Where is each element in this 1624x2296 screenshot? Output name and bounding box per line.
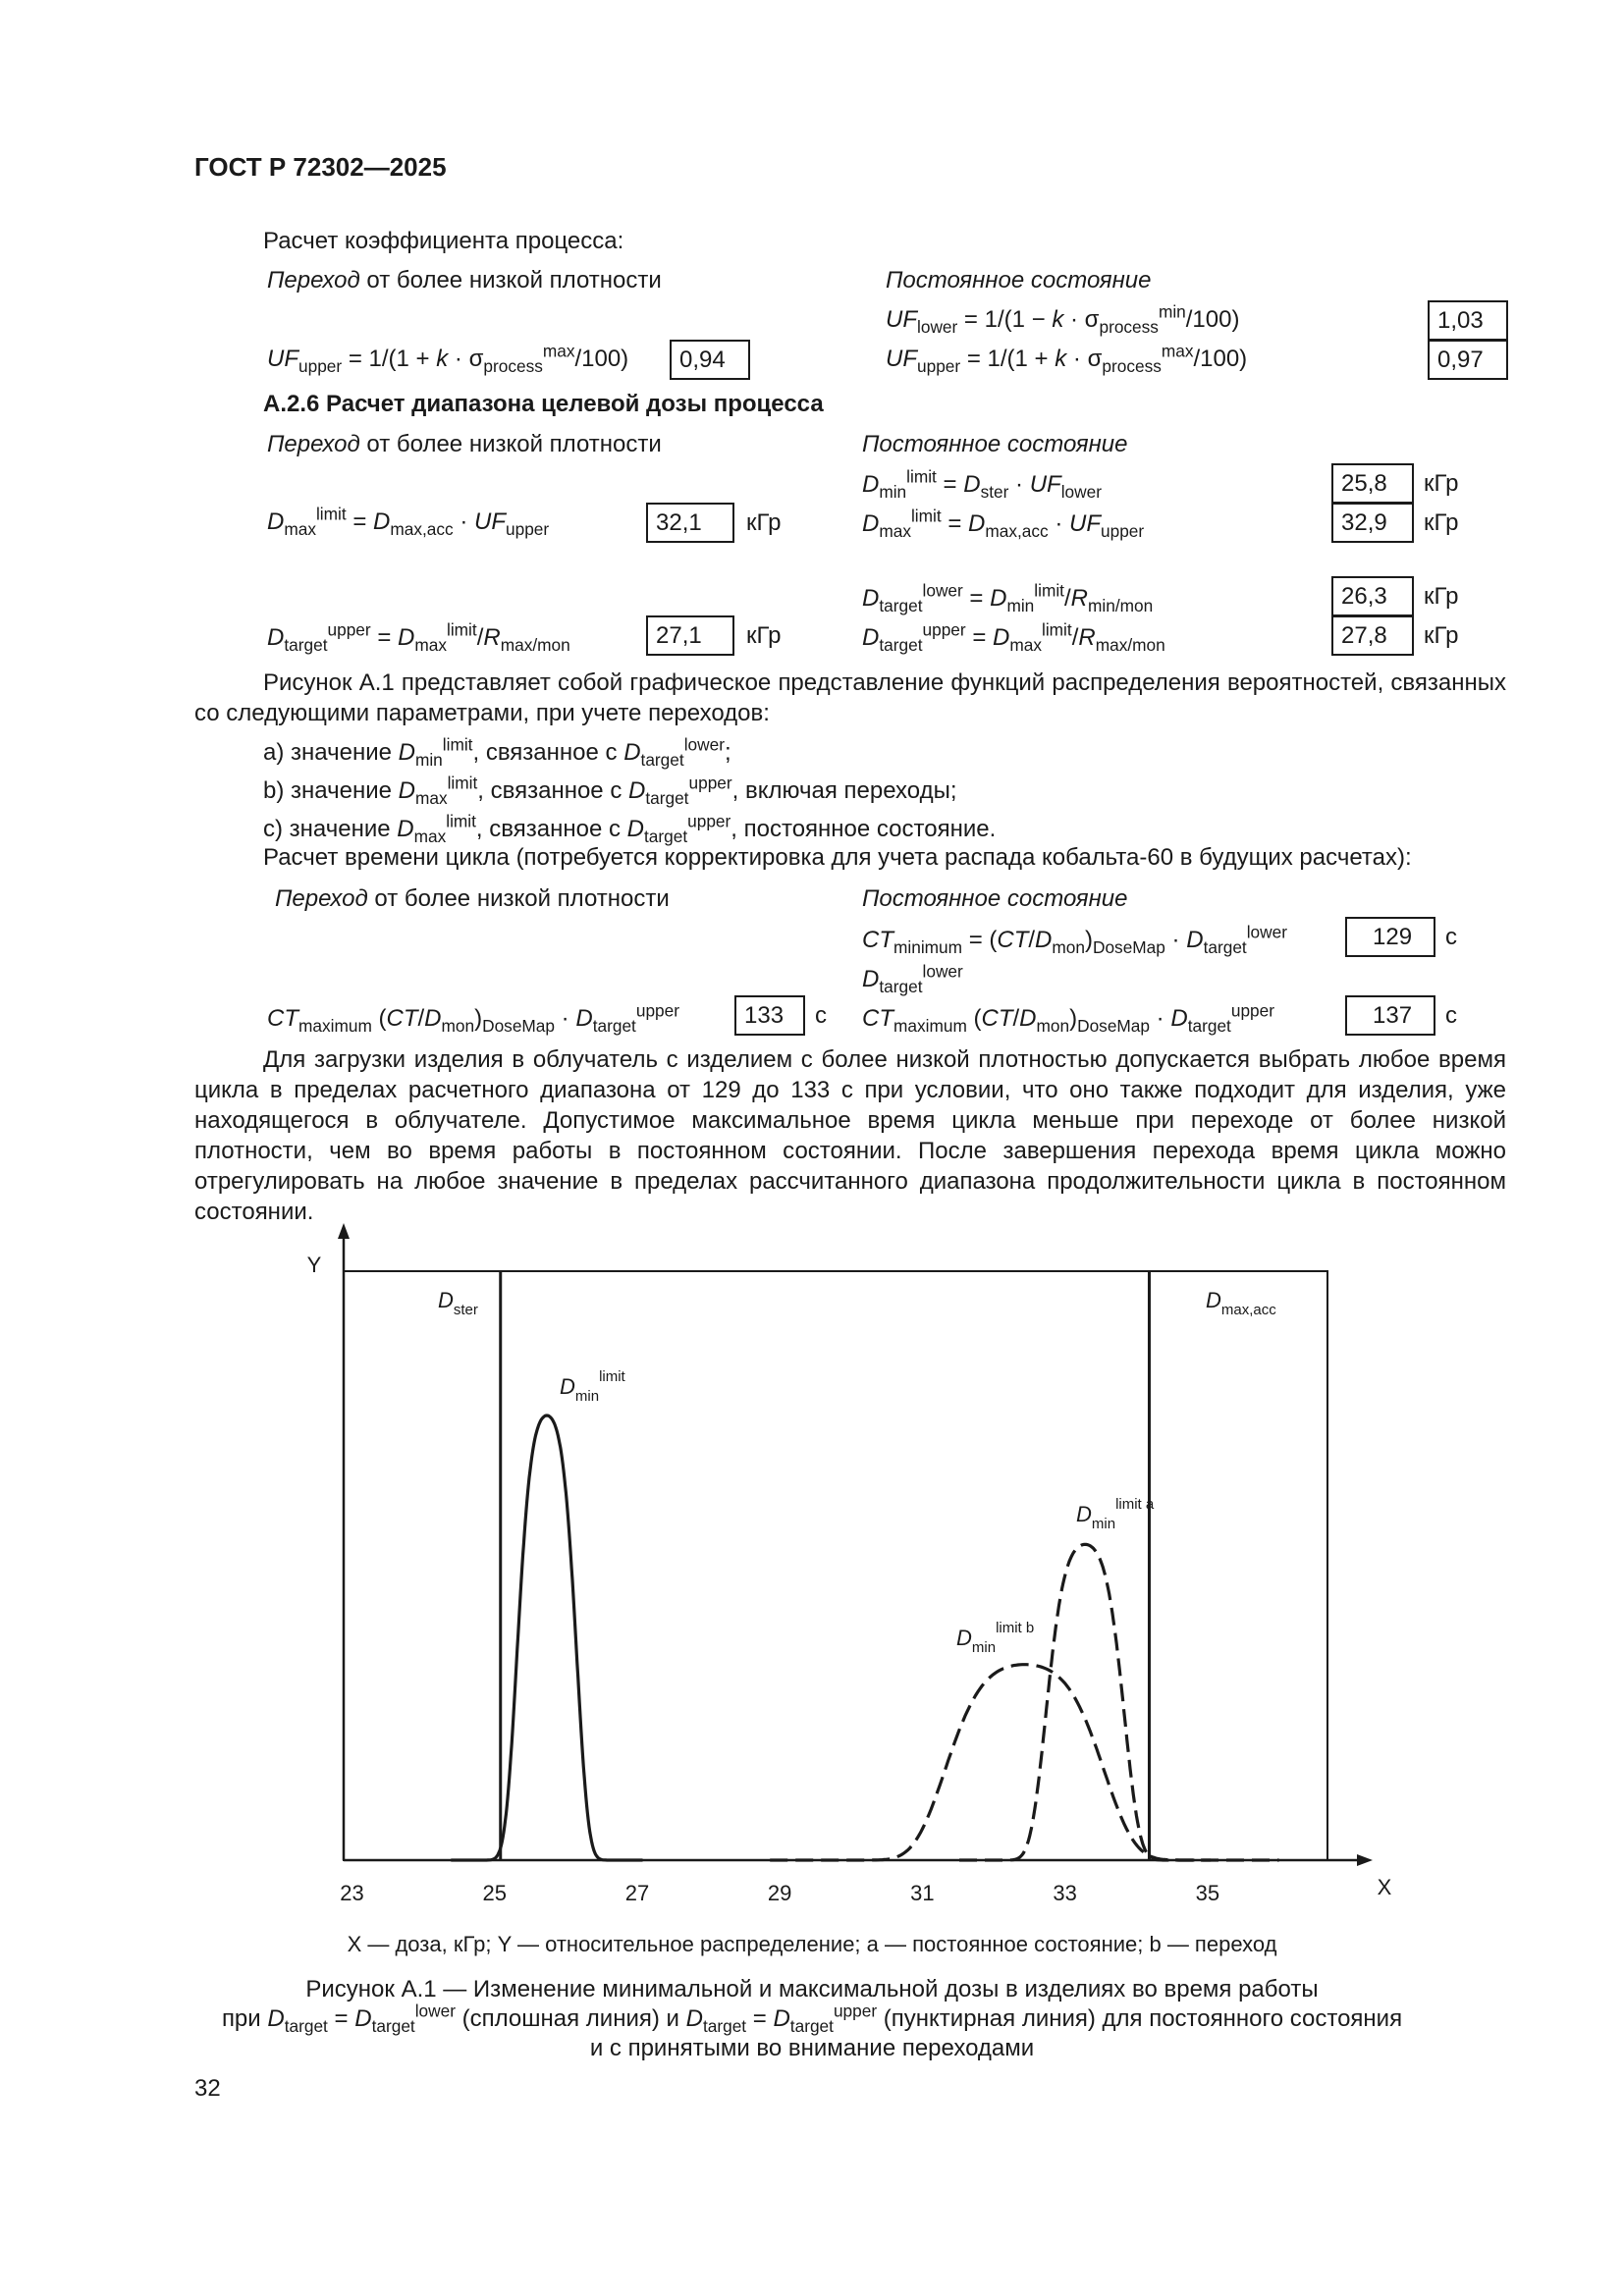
unit-kgy: кГр — [746, 622, 782, 649]
label-dmin-limit: $D_{min}^{limit}$ — [560, 1368, 625, 1405]
dtarget-lower-steady-formula: $D_{target}^{lower} = D_{min}^{limit}/R_{min/mon}$ — [862, 580, 1154, 616]
figure-caption-line2: при $D_{target} = D_{target}^{lower}$ (сплошная линия) и $D_{target} = D_{target}^{upper}$ (пунктирная линия) для постоянного состояния — [221, 2001, 1403, 2037]
label-d-max-acc: $D_{max,acc}$ — [1206, 1288, 1276, 1318]
uf-upper-steady-value: 0,97 — [1428, 340, 1508, 380]
figure-caption-line3: и с принятыми во внимание переходами — [589, 2035, 1035, 2061]
curve-dmin-limit — [451, 1415, 642, 1860]
unit-kgy: кГр — [1424, 622, 1459, 649]
x-tick-label: 33 — [1053, 1881, 1077, 1905]
uf-upper-transition-value: 0,94 — [670, 340, 750, 380]
x-tick-label: 23 — [340, 1881, 364, 1905]
unit-kgy: кГр — [1424, 470, 1459, 497]
body-paragraph: Для загрузки изделия в облучатель с изделием с более низкой плотностью допускается выбрать любое время цикла в пределах расчетного диапазона от 129 до 133 с при условии, что оно также подходит для изделия, уже находящегося в облучателе. Допустимое максимальное время цикла меньше при переходе от более низкой плотности, чем во время работы в постоянном состоянии. После завершения перехода время цикла можно отрегулировать на любое значение в пределах рассчитанного диапазона продолжительности цикла в постоянном состоянии. — [194, 1046, 1506, 1225]
unit-kgy: кГр — [746, 509, 782, 536]
dtarget-lower-steady-value: 26,3 — [1331, 576, 1414, 616]
unit-seconds: с — [1445, 1002, 1457, 1029]
x-tick-label: 29 — [767, 1881, 792, 1905]
intro-paragraph: Рисунок А.1 представляет собой графическое представление функций распределения вероятностей, связанных со следующими параметрами, при учете переходов: — [194, 669, 1506, 726]
dtarget-upper-transition-formula: $D_{target}^{upper} = D_{max}^{limit}/R_{max/mon}$ — [267, 619, 570, 656]
ct-max-steady-formula: $CT_{maximum}$ $(CT/D_{mon})_{DoseMap} \cdot D_{target}^{upper}$ — [862, 1000, 1275, 1037]
unit-kgy: кГр — [1424, 509, 1459, 536]
uf-lower-steady-value: 1,03 — [1428, 300, 1508, 341]
y-axis-label: Y — [306, 1253, 322, 1277]
list-item-c: c) значение $D_{max}^{limit}$, связанное с $D_{target}^{upper}$, постоянное состояние. — [263, 811, 997, 847]
section-transition-heading: Переход от более низкой плотности — [267, 431, 662, 457]
figure-caption-line1: Рисунок А.1 — Изменение минимальной и максимальной дозы в изделиях во время работы — [305, 1976, 1319, 2002]
ct-min-steady-value: 129 — [1345, 917, 1435, 957]
ct-max-transition-formula: $CT_{maximum}$ $(CT/D_{mon})_{DoseMap} \cdot D_{target}^{upper}$ — [267, 1000, 680, 1037]
dmax-limit-transition-value: 32,1 — [646, 503, 734, 543]
ct-max-transition-value: 133 — [734, 995, 805, 1036]
coef-steady-heading: Постоянное состояние — [886, 267, 1152, 294]
dmax-limit-steady-formula: $D_{max}^{limit} = D_{max,acc} \cdot UF_{upper}$ — [862, 506, 1145, 542]
dmin-limit-steady-formula: $D_{min}^{limit} = D_{ster} \cdot UF_{lower}$ — [862, 466, 1102, 503]
cycle-steady-heading: Постоянное состояние — [862, 885, 1128, 912]
x-axis-arrow — [1357, 1854, 1373, 1866]
x-tick-label: 25 — [482, 1881, 507, 1905]
ct-min-steady-formula: $CT_{minimum} = (CT/D_{mon})_{DoseMap} \cdot D_{target}^{lower}$ — [862, 922, 1287, 958]
label-dmin-limit-a: $D_{min}^{limit a}$ — [1076, 1496, 1155, 1532]
x-tick-label: 27 — [624, 1881, 650, 1905]
ct-max-steady-value: 137 — [1345, 995, 1435, 1036]
unit-seconds: с — [815, 1002, 827, 1029]
list-item-a: a) значение $D_{min}^{limit}$, связанное с $D_{target}^{lower}$; — [263, 734, 731, 771]
list-item-b: b) значение $D_{max}^{limit}$, связанное с $D_{target}^{upper}$, включая переходы; — [263, 773, 957, 809]
x-tick-label: 31 — [910, 1881, 935, 1905]
cycle-transition-heading: Переход от более низкой плотности — [275, 885, 670, 912]
dmax-limit-steady-value: 32,9 — [1331, 503, 1414, 543]
uf-upper-transition-formula: $UF_{upper} = 1/(1 + k \cdot \sigma_{process}^{max}/100)$ — [267, 341, 629, 377]
figure-legend: X — доза, кГр; Y — относительное распределение; a — постоянное состояние; b — переход — [347, 1932, 1277, 1956]
label-dmin-limit-b: $D_{min}^{limit b}$ — [956, 1620, 1035, 1656]
dtarget-upper-steady-formula: $D_{target}^{upper} = D_{max}^{limit}/R_{max/mon}$ — [862, 619, 1165, 656]
dmax-limit-transition-formula: $D_{max}^{limit} = D_{max,acc} \cdot UF_{upper}$ — [267, 504, 550, 540]
section-heading: А.2.6 Расчет диапазона целевой дозы процесса — [263, 391, 824, 417]
x-axis-label: X — [1377, 1875, 1392, 1899]
uf-upper-steady-formula: $UF_{upper} = 1/(1 + k \cdot \sigma_{process}^{max}/100)$ — [886, 341, 1248, 377]
page-number: 32 — [194, 2075, 221, 2102]
curve-dmin-limit-b — [770, 1665, 1278, 1860]
plot-frame — [344, 1271, 1327, 1860]
dtarget-upper-transition-value: 27,1 — [646, 615, 734, 656]
uf-lower-steady-formula: $UF_{lower} = 1/(1 - k \cdot \sigma_{process}^{min}/100)$ — [886, 301, 1240, 338]
unit-seconds: с — [1445, 924, 1457, 950]
curve-dmin-limit-a — [959, 1544, 1211, 1860]
label-d-ster: $D_{ster}$ — [438, 1288, 478, 1318]
section-steady-heading: Постоянное состояние — [862, 431, 1128, 457]
document-id: ГОСТ Р 72302—2025 — [194, 152, 447, 182]
dmin-limit-steady-value: 25,8 — [1331, 463, 1414, 504]
coef-transition-heading: Переход от более низкой плотности — [267, 267, 662, 294]
coef-title: Расчет коэффициента процесса: — [263, 228, 624, 254]
x-tick-label: 35 — [1195, 1881, 1220, 1905]
dtarget-upper-steady-value: 27,8 — [1331, 615, 1414, 656]
dtarget-lower-note: $D_{target}^{lower}$ — [862, 961, 963, 997]
unit-kgy: кГр — [1424, 583, 1459, 610]
cycle-intro: Расчет времени цикла (потребуется корректировка для учета распада кобальта-60 в будущих расчетах): — [263, 844, 1412, 871]
